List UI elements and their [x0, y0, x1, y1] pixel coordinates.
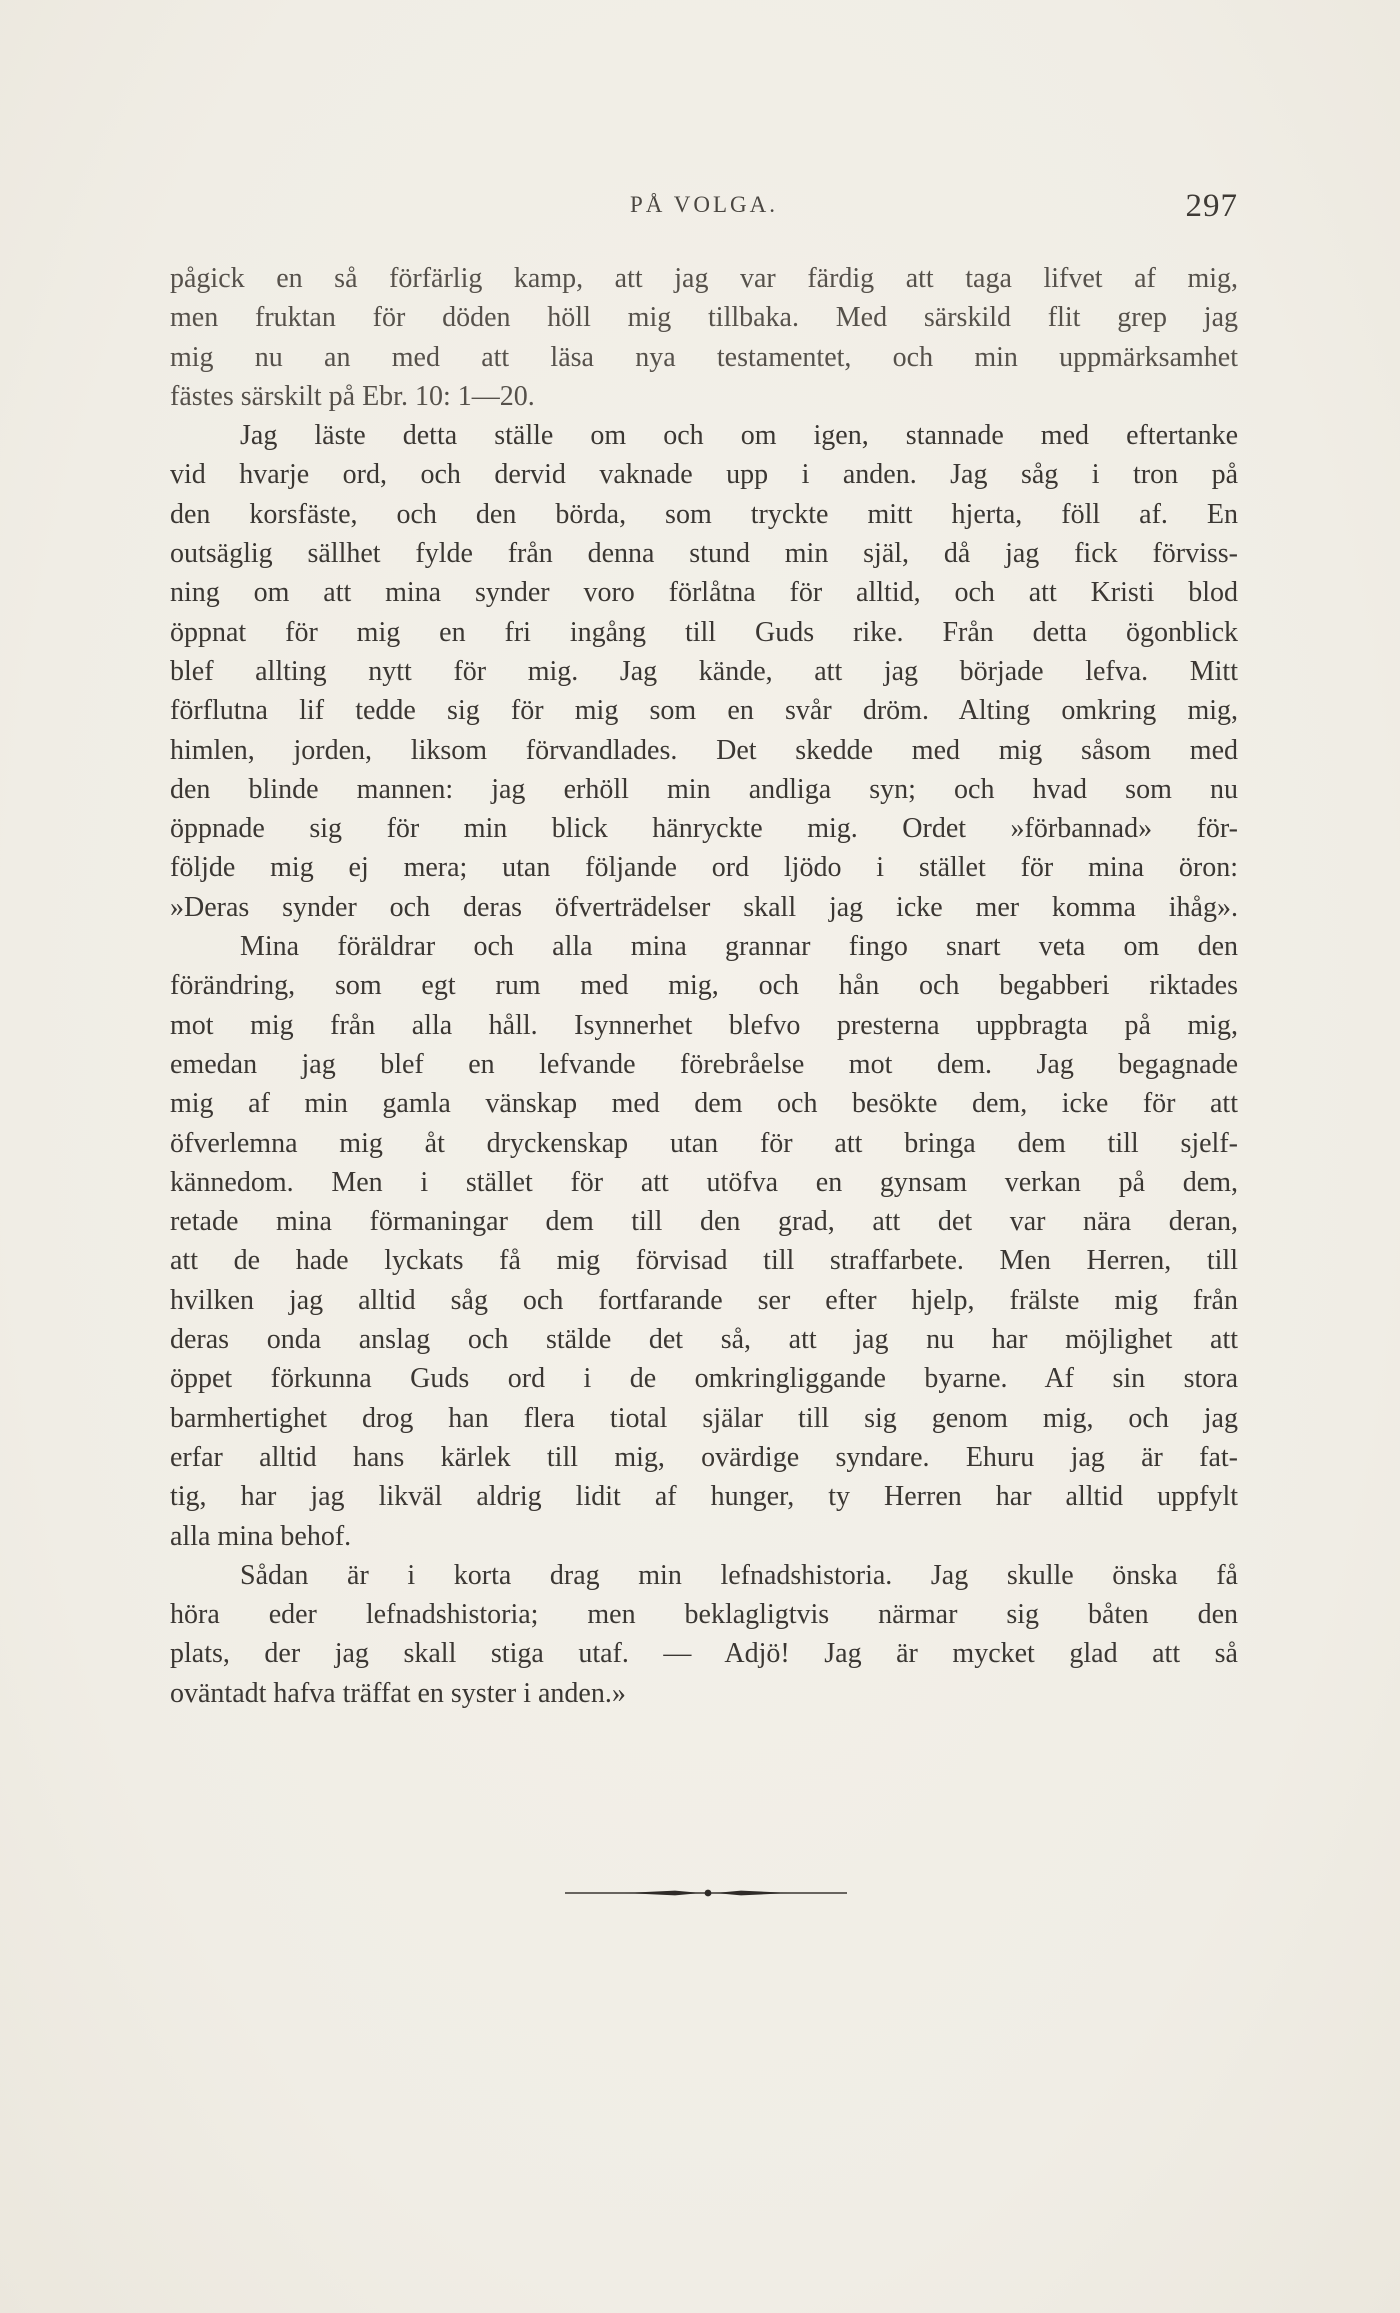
text-line: fästes särskilt på Ebr. 10: 1—20. [170, 380, 535, 412]
text-line: pågick en så förfärlig kamp, att jag var färdig att taga lifvet af mig, [170, 263, 1238, 294]
text-line: förflutna lif tedde sig för mig som en svår dröm. Alting omkring mig, [170, 695, 1238, 727]
text-line: alla mina behof. [170, 1520, 352, 1552]
text-line: tig, har jag likväl aldrig lidit af hunger, ty Herren har alltid uppfylt [170, 1481, 1238, 1513]
text-line: barmhertighet drog han flera tiotal själar till sig genom mig, och jag [170, 1402, 1238, 1434]
text-line: förändring, som egt rum med mig, och hån och begabberi riktades [170, 970, 1238, 1002]
text-line: retade mina förmaningar dem till den grad, att det var nära deran, [170, 1206, 1238, 1238]
text-line: erfar alltid hans kärlek till mig, ovärdige syndare. Ehuru jag är fat- [170, 1441, 1238, 1473]
text-line: ning om att mina synder voro förlåtna för alltid, och att Kristi blod [170, 577, 1238, 609]
text-line: följde mig ej mera; utan följande ord ljödo i stället för mina öron: [170, 852, 1238, 884]
page-header [170, 188, 1238, 228]
text-line: höra eder lefnadshistoria; men beklagligtvis närmar sig båten den [170, 1599, 1238, 1631]
ornament-divider-icon [565, 1888, 847, 1898]
text-line: hvilken jag alltid såg och fortfarande ser efter hjelp, frälste mig från [170, 1284, 1238, 1316]
text-line: kännedom. Men i stället för att utöfva en gynsam verkan på dem, [170, 1166, 1238, 1198]
text-line: Jag läste detta ställe om och om igen, stannade med eftertanke [240, 420, 1238, 452]
text-line: mig af min gamla vänskap med dem och besökte dem, icke för att [170, 1088, 1238, 1120]
text-line: blef allting nytt för mig. Jag kände, att jag började lefva. Mitt [170, 655, 1238, 687]
running-head: PÅ VOLGA. [630, 192, 778, 217]
text-line: öppnat för mig en fri ingång till Guds rike. Från detta ögonblick [170, 616, 1238, 648]
text-line: »Deras synder och deras öfverträdelser skall jag icke mer komma ihåg». [170, 891, 1238, 923]
text-line: den korsfäste, och den börda, som tryckte mitt hjerta, föll af. En [170, 498, 1238, 530]
text-line: deras onda anslag och stälde det så, att jag nu har möjlighet att [170, 1324, 1238, 1356]
text-line: outsäglig sällhet fylde från denna stund min själ, då jag fick förviss- [170, 538, 1238, 570]
text-line: oväntadt hafva träffat en syster i anden.» [170, 1677, 626, 1709]
text-line: öfverlemna mig åt dryckenskap utan för att bringa dem till sjelf- [170, 1127, 1238, 1159]
text-line: öppnade sig för min blick hänryckte mig. Ordet »förbannad» för- [170, 813, 1238, 845]
text-line: mot mig från alla håll. Isynnerhet blefvo presterna uppbragta på mig, [170, 1009, 1238, 1041]
text-line: Sådan är i korta drag min lefnadshistoria. Jag skulle önska få [240, 1559, 1238, 1591]
text-line: men fruktan för döden höll mig tillbaka. Med särskild flit grep jag [170, 302, 1238, 334]
text-line: Mina föräldrar och alla mina grannar fingo snart veta om den [240, 931, 1238, 963]
text-line: plats, der jag skall stiga utaf. — Adjö! Jag är mycket glad att så [170, 1638, 1238, 1670]
page-number: 297 [1185, 188, 1238, 224]
text-line: himlen, jorden, liksom förvandlades. Det skedde med mig såsom med [170, 734, 1238, 766]
text-line: den blinde mannen: jag erhöll min andliga syn; och hvad som nu [170, 773, 1238, 805]
text-line: emedan jag blef en lefvande förebråelse mot dem. Jag begagnade [170, 1048, 1238, 1080]
body-text [170, 259, 1238, 1713]
text-line: att de hade lyckats få mig förvisad till straffarbete. Men Herren, till [170, 1245, 1238, 1277]
text-line: mig nu an med att läsa nya testamentet, och min uppmärksamhet [170, 341, 1238, 373]
text-line: vid hvarje ord, och dervid vaknade upp i anden. Jag såg i tron på [170, 459, 1238, 491]
text-line: öppet förkunna Guds ord i de omkringliggande byarne. Af sin stora [170, 1363, 1238, 1395]
